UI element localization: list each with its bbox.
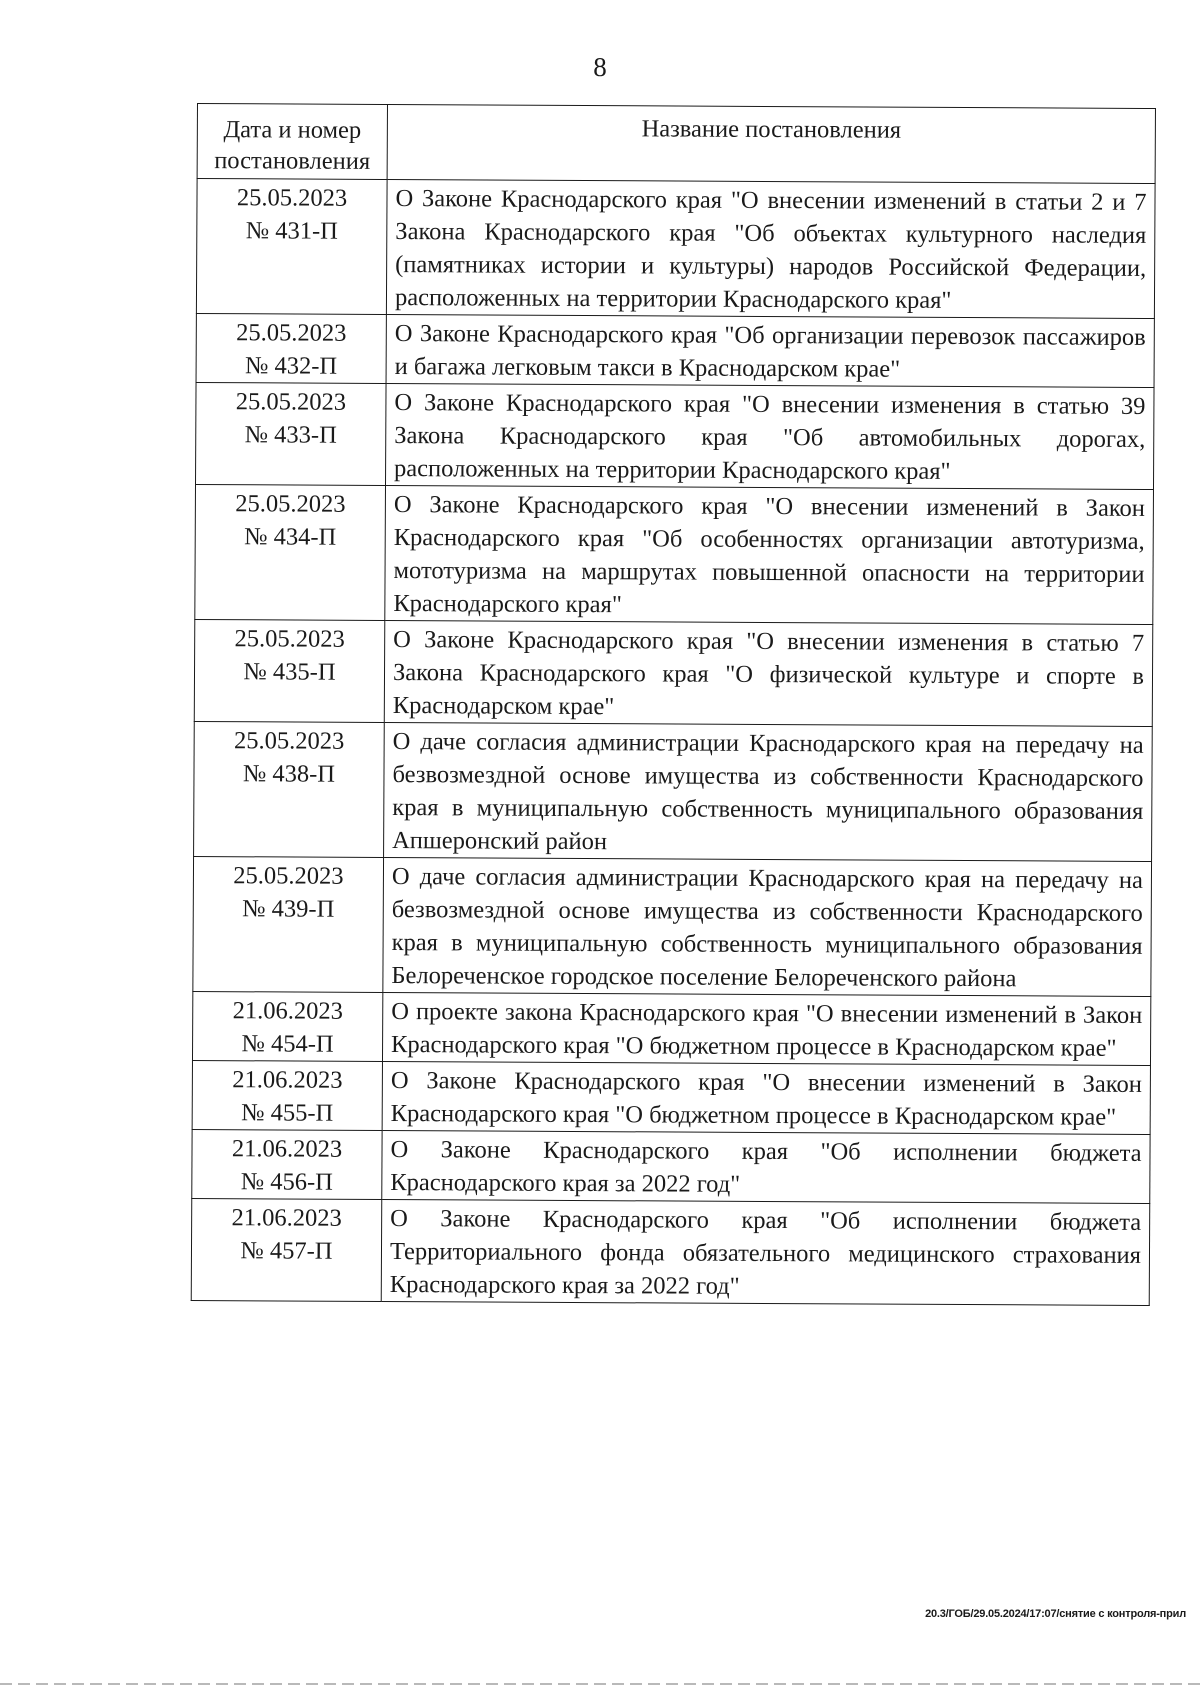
row-number: № 435-П — [243, 658, 336, 686]
row-date: 25.05.2023 — [233, 862, 344, 890]
table-row — [195, 484, 1154, 624]
row-date: 21.06.2023 — [231, 1204, 342, 1232]
row-number: № 456-П — [240, 1168, 333, 1196]
row-date: 21.06.2023 — [232, 1066, 343, 1094]
row-date: 25.05.2023 — [235, 490, 346, 518]
row-date: 21.06.2023 — [232, 997, 343, 1025]
row-title: О Законе Краснодарского края "О внесении изменения в статью 39 Закона Краснодарского края "Об автомобильных дорогах, расположенных на территории Краснодарского края" — [385, 383, 1154, 489]
table-row — [193, 856, 1152, 996]
table-row — [194, 619, 1153, 726]
row-title: О Законе Краснодарского края "Об исполнении бюджета Территориального фонда обязательного медицинского страхования Краснодарского края за 2022 год" — [381, 1199, 1150, 1305]
header-date-number: Дата и номер постановления — [197, 104, 387, 180]
row-date: 25.05.2023 — [235, 388, 347, 416]
row-date: 25.05.2023 — [233, 727, 345, 755]
row-date: 21.06.2023 — [231, 1135, 343, 1163]
row-number: № 454-П — [241, 1030, 334, 1058]
row-number: № 431-П — [245, 217, 338, 245]
scan-edge-artifact — [0, 1683, 1200, 1685]
row-date-cell — [191, 1198, 382, 1301]
row-date: 25.05.2023 — [234, 625, 345, 653]
row-number: № 457-П — [240, 1237, 333, 1265]
row-date-cell — [194, 721, 385, 857]
footer-stamp: 20.3/ГОБ/29.05.2024/17:07/снятие с контроля-прил — [925, 1608, 1186, 1620]
row-title: О Законе Краснодарского края "О внесении изменений в Закон Краснодарского края "Об особенностях организации автотуризма, мототуризма на маршрутах повышенной опасности на территории Краснодарского края" — [385, 485, 1154, 624]
row-number: № 434-П — [244, 523, 337, 551]
table-row — [194, 721, 1153, 861]
row-date-cell — [194, 619, 385, 722]
row-date-cell — [192, 1060, 382, 1130]
row-title: О даче согласия администрации Краснодарского края на передачу на безвозмездной основе имущества из собственности Краснодарского края в муниципальную собственность муниципального образования Белореченское городское поселение Белореченского района — [383, 857, 1152, 996]
table-row — [192, 991, 1150, 1065]
table-row — [196, 179, 1155, 319]
table-row — [196, 382, 1155, 489]
table-row — [191, 1198, 1150, 1305]
row-number: № 455-П — [241, 1099, 334, 1127]
table-row — [192, 1060, 1150, 1134]
row-date-cell — [196, 382, 387, 485]
row-title: О Законе Краснодарского края "Об организации перевозок пассажиров и багажа легковым такси в Краснодарском крае" — [386, 314, 1154, 387]
row-date-cell — [193, 856, 384, 992]
row-number: № 438-П — [242, 760, 336, 788]
row-number: № 433-П — [244, 421, 337, 449]
row-title: О Законе Краснодарского края "О внесении изменения в статью 7 Закона Краснодарского края "О физической культуре и спорте в Краснодарском крае" — [384, 620, 1153, 726]
header-title: Название постановления — [387, 104, 1155, 183]
resolutions-table — [191, 103, 1156, 1306]
table-row — [196, 313, 1154, 387]
row-date: 25.05.2023 — [236, 319, 347, 347]
row-title: О Законе Краснодарского края "О внесении изменений в статьи 2 и 7 Закона Краснодарского края "Об объектах культурного наследия (памятниках истории и культуры) народов Российской Федерации, расположенных на территории Краснодарского края" — [386, 179, 1155, 318]
row-date-cell — [196, 313, 386, 383]
table-header-row — [197, 104, 1155, 184]
row-title: О проекте закона Краснодарского края "О внесении изменений в Закон Краснодарского края "О бюджетном процессе в Краснодарском крае" — [382, 992, 1150, 1065]
row-title: О Законе Краснодарского края "О внесении изменений в Закон Краснодарского края "О бюджетном процессе в Краснодарском крае" — [382, 1061, 1150, 1134]
row-date-cell — [192, 1129, 382, 1199]
row-number: № 439-П — [242, 895, 335, 923]
row-title: О Законе Краснодарского края "Об исполнении бюджета Краснодарского края за 2022 год" — [382, 1130, 1150, 1203]
page-number: 8 — [593, 52, 607, 82]
row-number: № 432-П — [244, 352, 338, 380]
row-title: О даче согласия администрации Краснодарского края на передачу на безвозмездной основе имущества из собственности Краснодарского края в муниципальную собственность муниципального образования Апшеронский район — [384, 722, 1153, 861]
row-date-cell — [196, 179, 387, 315]
table-row — [192, 1129, 1150, 1203]
row-date-cell — [195, 484, 386, 620]
row-date-cell — [192, 991, 382, 1061]
row-date: 25.05.2023 — [236, 184, 348, 212]
